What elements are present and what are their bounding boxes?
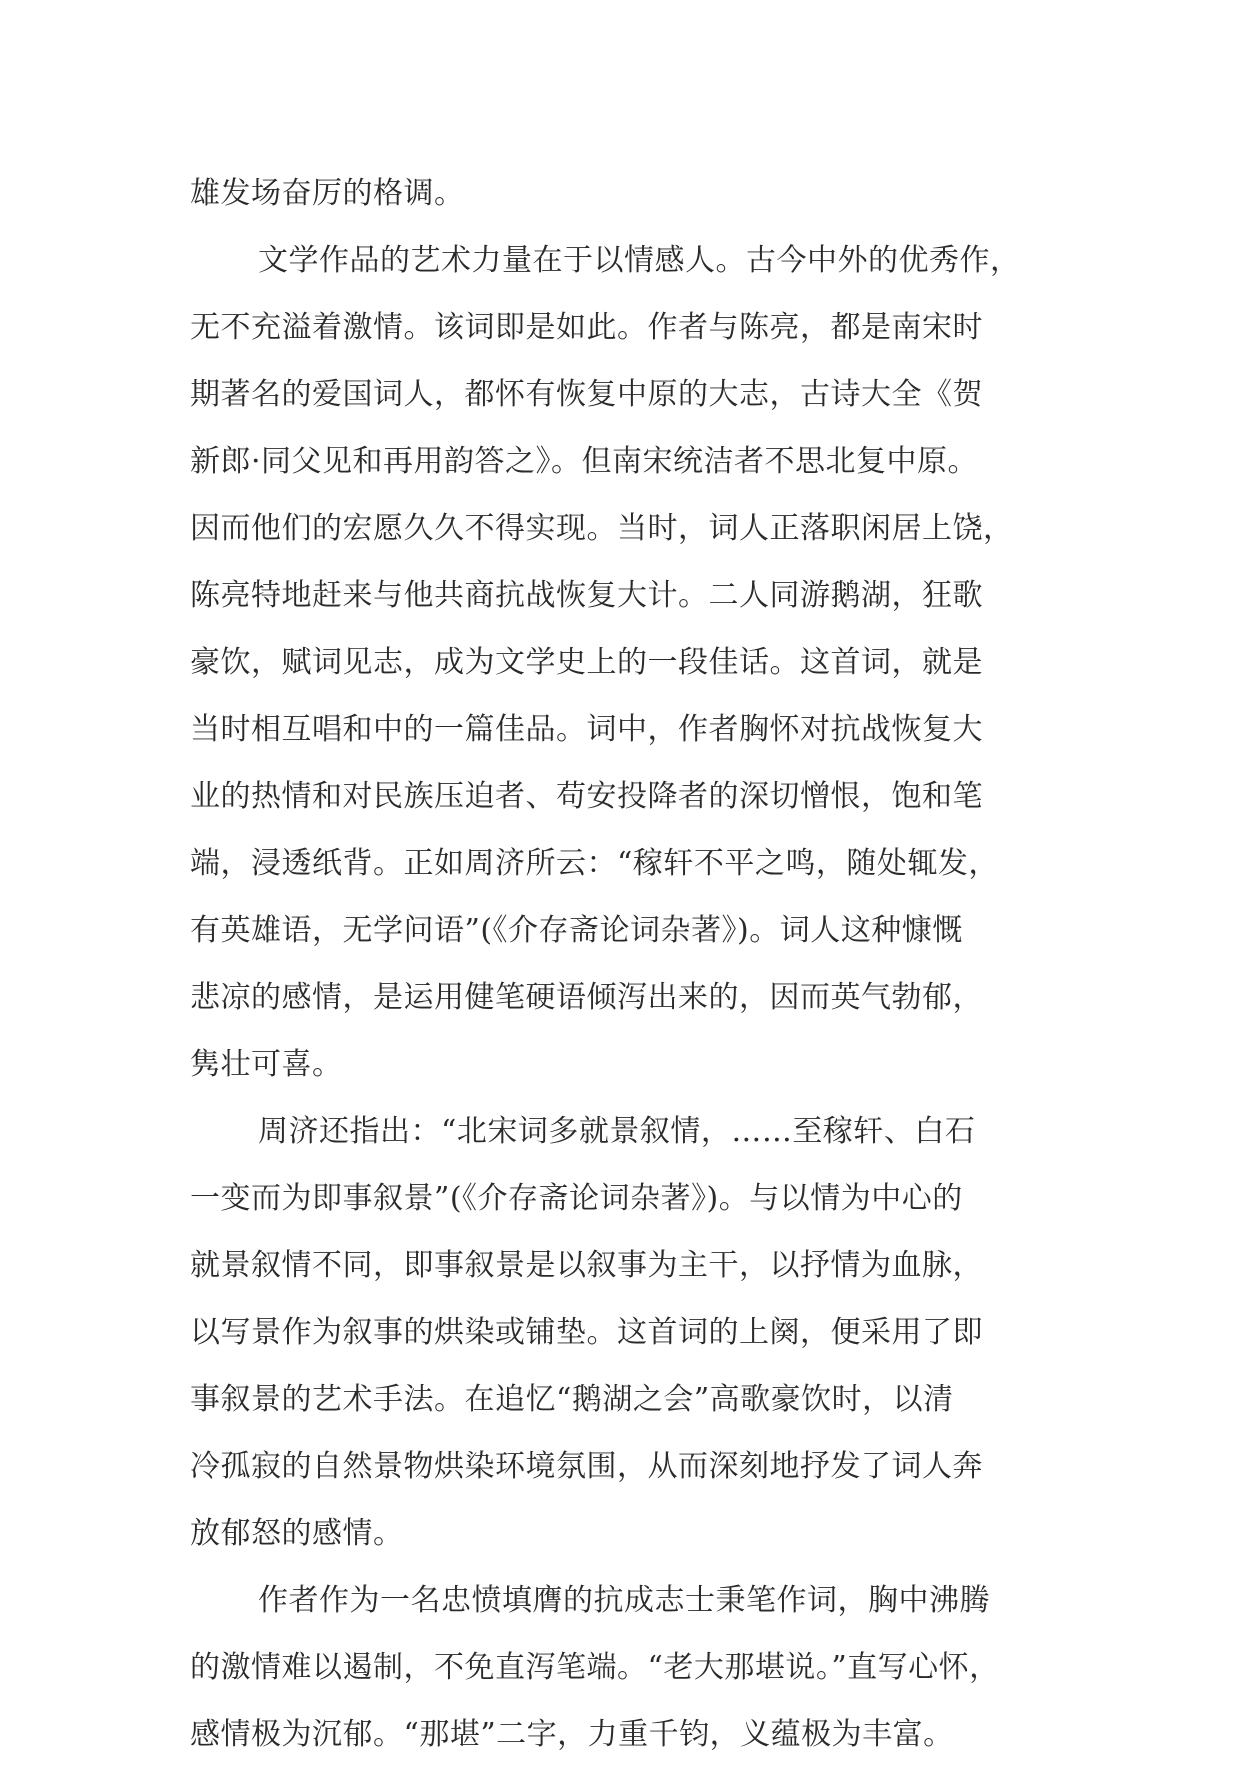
text-line: 新郎·同父见和再用韵答之》。但南宋统洁者不思北复中原。 bbox=[190, 444, 979, 479]
text-line: 冷孤寂的自然景物烘染环境氛围，从而深刻地抒发了词人奔 bbox=[190, 1449, 983, 1484]
text-line: 端，浸透纸背。正如周济所云：“稼轩不平之鸣，随处辄发， bbox=[190, 846, 999, 881]
text-line: 悲凉的感情，是运用健笔硬语倾泻出来的，因而英气勃郁， bbox=[190, 980, 983, 1015]
text-line: 业的热情和对民族压迫者、苟安投降者的深切憎恨，饱和笔 bbox=[190, 779, 983, 814]
paragraph-first-line: 周济还指出：“北宋词多就景叙情，……至稼轩、白石 bbox=[258, 1114, 976, 1149]
text-line: 豪饮，赋词见志，成为文学史上的一段佳话。这首词，就是 bbox=[190, 645, 983, 680]
text-line: 当时相互唱和中的一篇佳品。词中，作者胸怀对抗战恢复大 bbox=[190, 712, 983, 747]
body-text bbox=[190, 160, 1050, 1768]
text-line: 无不充溢着激情。该词即是如此。作者与陈亮，都是南宋时 bbox=[190, 310, 983, 345]
text-line: 隽壮可喜。 bbox=[190, 1047, 343, 1082]
text-line: 的激情难以遏制，不免直泻笔端。“老大那堪说。”直写心怀， bbox=[190, 1650, 1000, 1685]
text-line: 以写景作为叙事的烘染或铺垫。这首词的上阕，便采用了即 bbox=[190, 1315, 983, 1350]
text-line: 放郁怒的感情。 bbox=[190, 1516, 404, 1551]
text-line: 雄发场奋厉的格调。 bbox=[190, 176, 465, 211]
text-line: 期著名的爱国词人，都怀有恢复中原的大志，古诗大全《贺 bbox=[190, 377, 983, 412]
text-line: 有英雄语，无学问语”(《介存斋论词杂著》)。词人这种慷慨 bbox=[190, 913, 963, 948]
text-line: 就景叙情不同，即事叙景是以叙事为主干，以抒情为血脉， bbox=[190, 1248, 983, 1283]
text-line: 因而他们的宏愿久久不得实现。当时，词人正落职闲居上饶， bbox=[190, 511, 1014, 546]
text-line: 感情极为沉郁。“那堪”二字，力重千钧，义蕴极为丰富。 bbox=[190, 1717, 954, 1752]
text-line: 一变而为即事叙景”(《介存斋论词杂著》)。与以情为中心的 bbox=[190, 1181, 963, 1216]
text-line: 事叙景的艺术手法。在追忆“鹅湖之会”高歌豪饮时，以清 bbox=[190, 1382, 954, 1417]
paragraph-first-line: 作者作为一名忠愤填膺的抗成志士秉笔作词，胸中沸腾 bbox=[258, 1583, 990, 1618]
paragraph-first-line: 文学作品的艺术力量在于以情感人。古今中外的优秀作， bbox=[258, 243, 1021, 278]
text-line: 陈亮特地赶来与他共商抗战恢复大计。二人同游鹅湖，狂歌 bbox=[190, 578, 983, 613]
